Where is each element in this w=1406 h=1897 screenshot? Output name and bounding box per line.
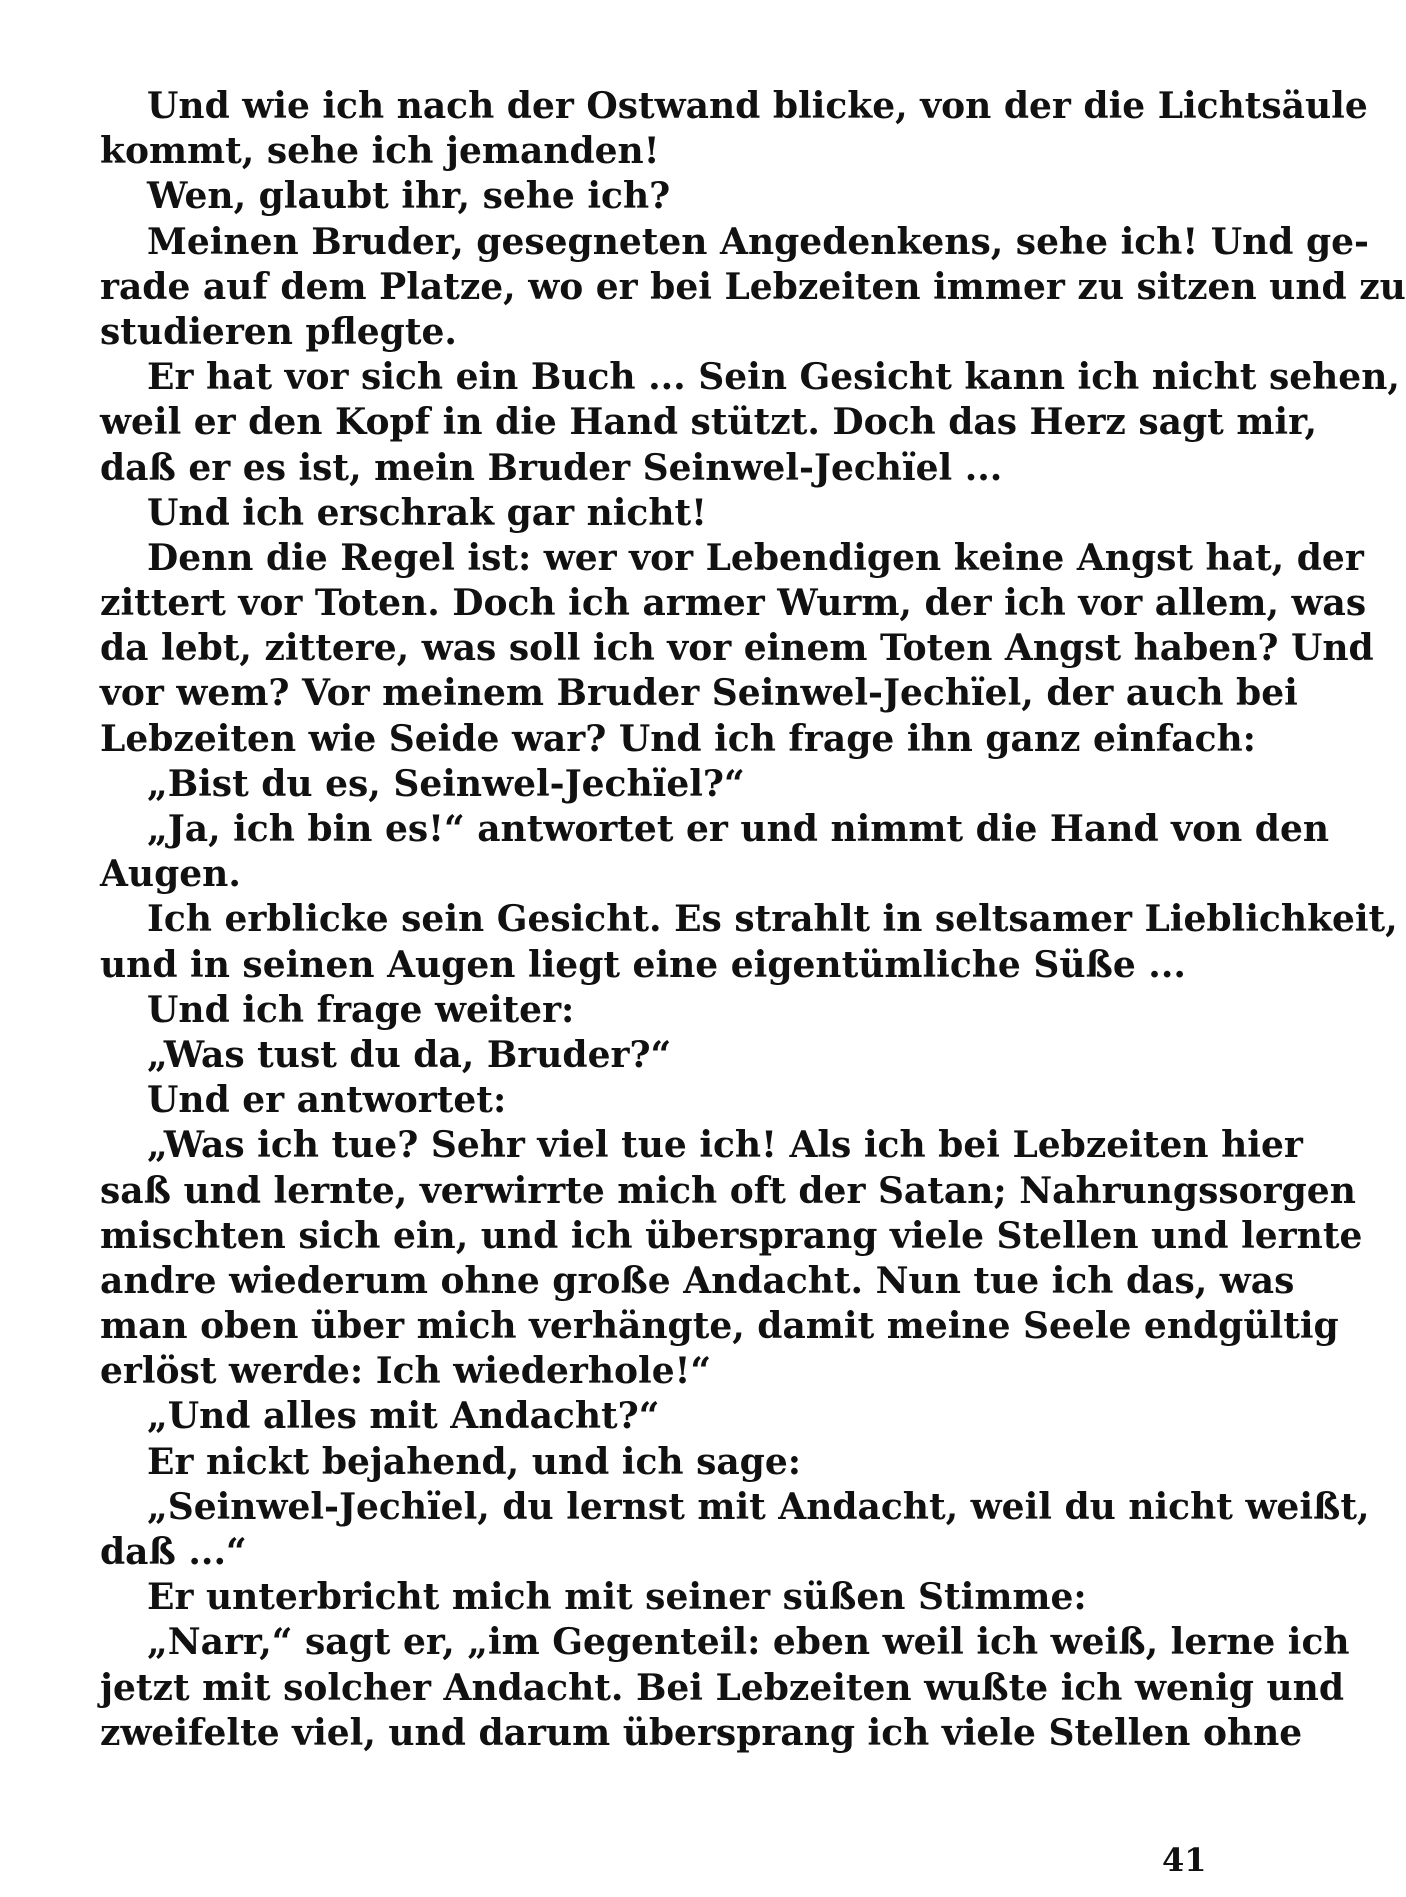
text-line: Und wie ich nach der Ostwand blicke, von der die Lichtsäule (147, 85, 1368, 127)
text-line: Er hat vor sich ein Buch ... Sein Gesicht kann ich nicht sehen, (147, 356, 1400, 399)
text-line: „Seinwel-Jechïel, du lernst mit Andacht, weil du nicht weißt, (147, 1485, 1370, 1528)
text-line: saß und lernte, verwirrte mich oft der Satan; Nahrungssorgen (100, 1169, 1356, 1212)
text-line: erlöst werde: Ich wiederhole!“ (100, 1350, 712, 1393)
text-line: man oben über mich verhängte, damit meine Seele endgültig (100, 1305, 1339, 1348)
text-line: weil er den Kopf in die Hand stützt. Doch das Herz sagt mir, (100, 401, 1317, 444)
text-line: studieren pflegte. (100, 310, 457, 353)
text-line: rade auf dem Platze, wo er bei Lebzeiten immer zu sitzen und zu (100, 265, 1406, 308)
text-line: zweifelte viel, und darum übersprang ich viele Stellen ohne (100, 1711, 1303, 1754)
text-line: mischten sich ein, und ich übersprang viele Stellen und lernte (100, 1214, 1363, 1257)
text-line: zittert vor Toten. Doch ich armer Wurm, der ich vor allem, was (100, 582, 1367, 625)
text-line: daß er es ist, mein Bruder Seinwel-Jechïel ... (100, 446, 1003, 489)
text-line: Wen, glaubt ihr, sehe ich? (147, 175, 671, 218)
text-line: Und ich erschrak gar nicht! (147, 491, 707, 534)
text-line: andre wiederum ohne große Andacht. Nun tue ich das, was (100, 1259, 1295, 1302)
text-line: „Narr,“ sagt er, „im Gegenteil: eben weil ich weiß, lerne ich (147, 1621, 1350, 1664)
text-line: „Und alles mit Andacht?“ (147, 1395, 660, 1438)
text-line: Meinen Bruder, gesegneten Angedenkens, sehe ich! Und ge- (147, 220, 1369, 263)
text-line: „Was ich tue? Sehr viel tue ich! Als ich bei Lebzeiten hier (147, 1124, 1303, 1167)
text-line: Lebzeiten wie Seide war? Und ich frage ihn ganz einfach: (100, 717, 1256, 760)
text-line: Er unterbricht mich mit seiner süßen Stimme: (147, 1576, 1087, 1619)
text-line: „Ja, ich bin es!“ antwortet er und nimmt die Hand von den (147, 808, 1330, 850)
text-line: Er nickt bejahend, und ich sage: (147, 1440, 802, 1483)
text-line: kommt, sehe ich jemanden! (100, 130, 660, 173)
text-line: da lebt, zittere, was soll ich vor einem Toten Angst haben? Und (100, 627, 1374, 670)
text-line: „Was tust du da, Bruder?“ (147, 1033, 672, 1076)
text-line: vor wem? Vor meinem Bruder Seinwel-Jechïel, der auch bei (100, 672, 1298, 715)
body-text (100, 84, 1406, 1756)
page-number: 41 (1162, 1841, 1207, 1879)
text-line: Und ich frage weiter: (147, 988, 575, 1031)
text-line: Und er antwortet: (147, 1079, 507, 1122)
text-line: „Bist du es, Seinwel-Jechïel?“ (147, 762, 745, 805)
text-line: jetzt mit solcher Andacht. Bei Lebzeiten wußte ich wenig und (100, 1666, 1344, 1709)
text-line: Ich erblicke sein Gesicht. Es strahlt in seltsamer Lieblichkeit, (147, 898, 1398, 941)
text-line: Denn die Regel ist: wer vor Lebendigen keine Angst hat, der (147, 536, 1364, 579)
text-line: und in seinen Augen liegt eine eigentümliche Süße ... (100, 943, 1186, 986)
text-line: daß ...“ (100, 1531, 247, 1573)
text-line: Augen. (100, 853, 241, 896)
